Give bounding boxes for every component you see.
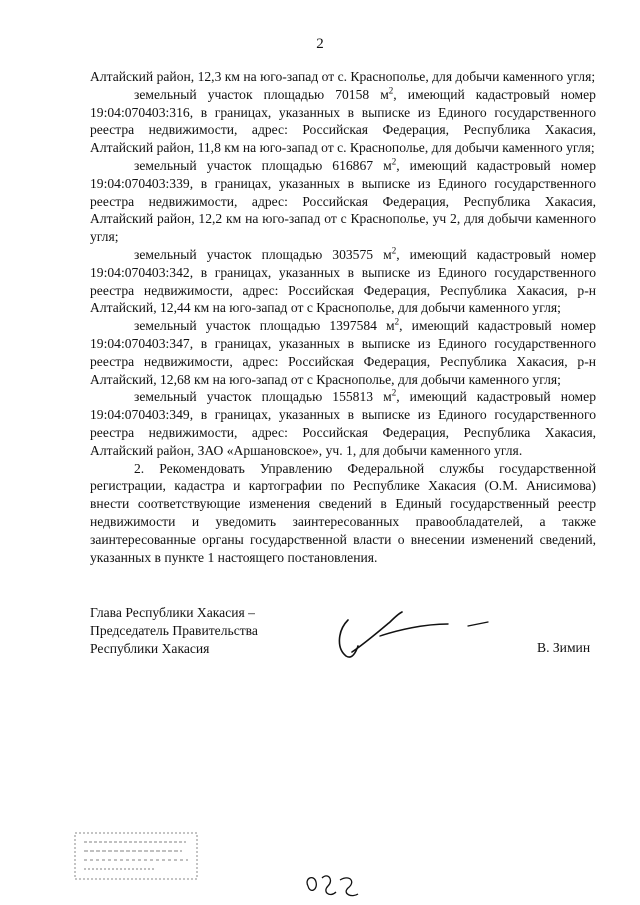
paragraph: земельный участок площадью 616867 $м^2$, имеющий кадастровый номер 19:04:070403:339, в границах, указанных в выписке из Единого государственного реестра недвижимости, адрес: Российская Федерация, Республика Хакасия, Алтайский район, 12,2 км на юго-запад от с Краснополье, уч 2, для добычи каменного угля; [90, 156, 596, 245]
registration-stamp [74, 832, 198, 880]
paragraph: Алтайский район, 12,3 км на юго-запад от с. Краснополье, для добычи каменного угля; [90, 69, 596, 84]
handwritten-initials [300, 868, 370, 902]
paragraph: земельный участок площадью 1397584 $м^2$, имеющий кадастровый номер 19:04:070403:347, в границах, указанных в выписке из Единого государственного реестра недвижимости, адрес: Российская Федерация, Республика Хакасия, р-н Алтайский, 12,68 км на юго-запад от с Краснополье, для добычи каменного угля; [90, 316, 596, 387]
paragraph: земельный участок площадью 303575 $м^2$, имеющий кадастровый номер 19:04:070403:342, в границах, указанных в выписке из Единого государственного реестра недвижимости, адрес: Российская Федерация, Республика Хакасия, р-н Алтайский, 12,44 км на юго-запад от с Краснополье, для добычи каменного угля; [90, 245, 596, 316]
page-number: 2 [316, 36, 324, 52]
signatory-name: В. Зимин [537, 640, 591, 655]
document-body [90, 68, 596, 566]
handwritten-signature [328, 600, 508, 670]
paragraph-recommendation: 2. Рекомендовать Управлению Федеральной службы государственной регистрации, кадастра и картографии по Республике Хакасия (О.М. Анисимова) внести соответствующие изменения сведений в Единый государственный реестр недвижимости и уведомить заинтересованных правообладателей, а также заинтересованные органы государственной власти о внесении изменений сведений, указанных в пункте 1 настоящего постановления. [90, 460, 596, 565]
paragraph: земельный участок площадью 70158 $м^2$, имеющий кадастровый номер 19:04:070403:316, в границах, указанных в выписке из Единого государственного реестра недвижимости, адрес: Российская Федерация, Республика Хакасия, Алтайский район, 11,8 км на юго-запад от с. Краснополье, для добычи каменного угля; [90, 85, 596, 156]
paragraph: земельный участок площадью 155813 $м^2$, имеющий кадастровый номер 19:04:070403:349, в границах, указанных в выписке из Единого государственного реестра недвижимости, адрес: Российская Федерация, Республика Хакасия, Алтайский район, ЗАО «Аршановское», уч. 1, для добычи каменного угля. [90, 387, 596, 458]
signatory-title: Глава Республики Хакасия – Председатель Правительства Республики Хакасия [90, 605, 258, 656]
